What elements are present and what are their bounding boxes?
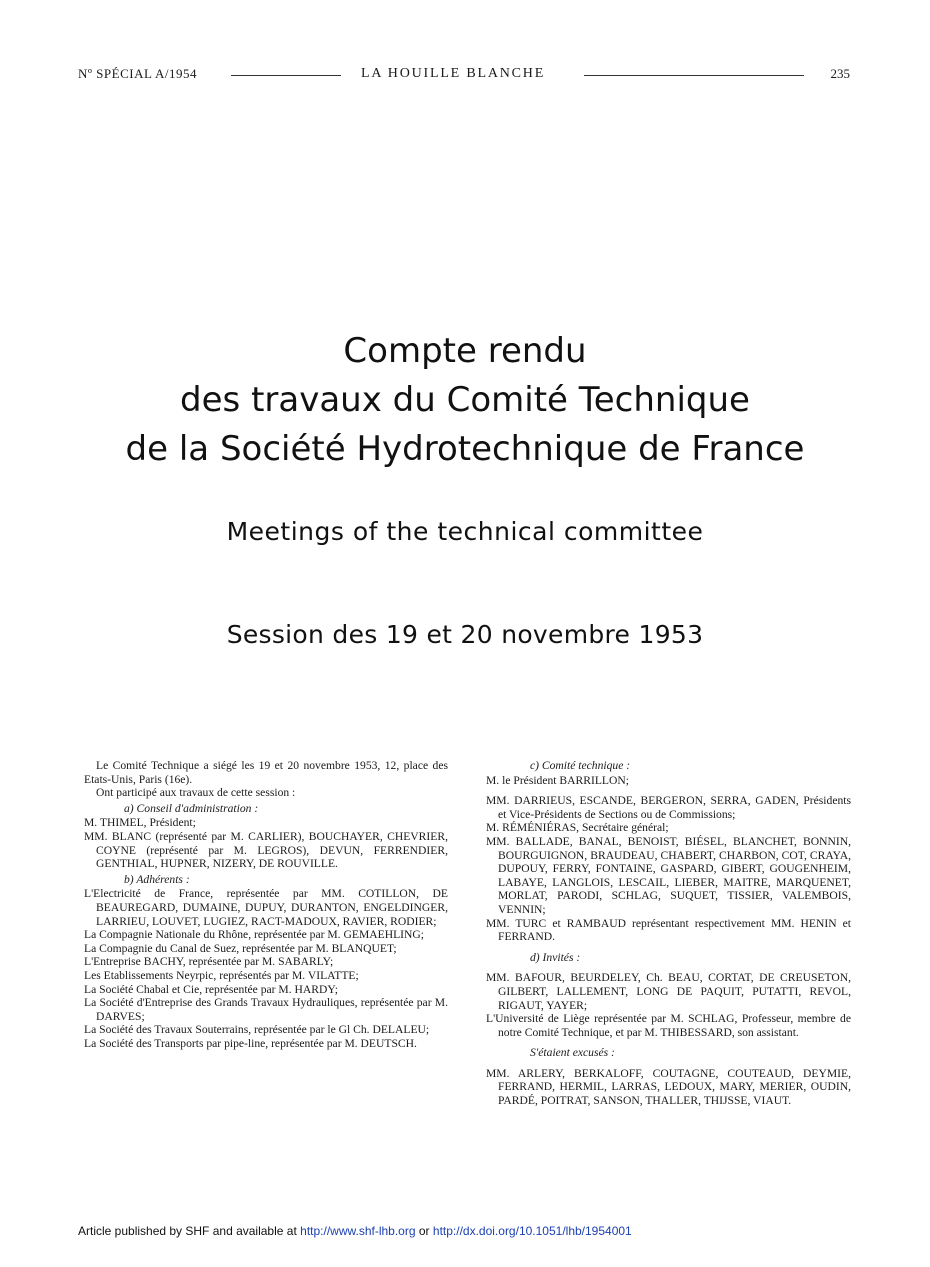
journal-name: LA HOUILLE BLANCHE (361, 66, 546, 81)
page-number: 235 (830, 66, 850, 81)
comite-members: MM. BALLADE, BANAL, BENOIST, BIÉSEL, BLANCHET, BONNIN, BOURGUIGNON, BRAUDEAU, CHABERT, CHARBON, COT, CRAYA, DUPOUY, FERRY, FONTAINE, GASPARD, GIBERT, GOUGENHEIM, LABAYE, LANGLOIS, LESCAIL, LIEBER, MAITRE, MARQUENET, MORLAT, PARODI, SCHLAG, SUQUET, TISSIER, VALEMBOIS, VENNIN; (486, 834, 851, 916)
adherent-travaux-souterrains: La Société des Travaux Souterrains, représentée par le Gl Ch. DELALEU; (84, 1023, 430, 1037)
title-line-3: de la Société Hydrotechnique de France (125, 429, 805, 469)
adherent-neyrpic: Les Etablissements Neyrpic, représentés par M. VILATTE; (84, 968, 359, 982)
invites-list: MM. BAFOUR, BEURDELEY, Ch. BEAU, CORTAT, DE CREUSETON, GILBERT, LALLEMENT, LONG DE PAQUIT, PUTATTI, REVOL, RIGAUT, YAYER; (486, 971, 851, 1012)
header-rule-right (584, 75, 804, 76)
english-subtitle: Meetings of the technical committee (226, 517, 704, 546)
header-rule-left (231, 75, 341, 76)
intro-paragraph: Le Comité Technique a siégé les 19 et 20 novembre 1953, 12, place des Etats-Unis, Paris (16e). (84, 759, 448, 786)
adherent-cnr: La Compagnie Nationale du Rhône, représentée par M. GEMAEHLING; (84, 928, 424, 942)
heading-conseil: a) Conseil d'administration : (124, 801, 259, 815)
adherent-bachy: L'Entreprise BACHY, représentée par M. SABARLY; (84, 955, 334, 969)
footer-text: Article published by SHF and available at (78, 1224, 297, 1238)
session-title: Session des 19 et 20 novembre 1953 (226, 620, 704, 649)
invites-liege: L'Université de Liège représentée par M. SCHLAG, Professeur, membre de notre Comité Technique, et par M. THIBESSARD, son assistant. (486, 1012, 851, 1039)
conseil-president: M. THIMEL, Président; (84, 816, 196, 830)
footer-or: or (418, 1224, 430, 1238)
adherent-edf: L'Electricité de France, représentée par MM. COTILLON, DE BEAUREGARD, DUMAINE, DUPUY, DURANTON, ENGELDINGER, LARRIEU, LOUVET, LUGIEZ, RACT-MADOUX, RAVIER, RODIER; (84, 887, 448, 928)
comite-representants: MM. TURC et RAMBAUD représentant respectivement MM. HENIN et FERRAND. (486, 916, 851, 944)
comite-president: M. le Président BARRILLON; (486, 773, 629, 787)
doi-link[interactable]: http://dx.doi.org/10.1051/lhb/1954001 (432, 1224, 632, 1238)
adherent-pipeline: La Société des Transports par pipe-line, représentée par M. DEUTSCH. (84, 1036, 417, 1050)
right-column (486, 759, 851, 1108)
shf-link[interactable]: http://www.shf-lhb.org (300, 1224, 416, 1238)
issue-label: Nº SPÉCIAL A/1954 (78, 66, 197, 81)
heading-comite: c) Comité technique : (530, 759, 631, 772)
conseil-members: MM. BLANC (représenté par M. CARLIER), BOUCHAYER, CHEVRIER, COYNE (représenté par M. LEGROS), DEVUN, FERRENDIER, GENTHIAL, HUPNER, NIZERY, DE ROUVILLE. (84, 829, 448, 871)
publication-footer (78, 1224, 632, 1238)
running-header (78, 66, 850, 84)
adherent-chabal: La Société Chabal et Cie, représentée par M. HARDY; (84, 982, 338, 996)
comite-vice-presidents: MM. DARRIEUS, ESCANDE, BERGERON, SERRA, GADEN, Présidents et Vice-Présidents de Sections ou de Commissions; (486, 794, 851, 821)
main-title (0, 327, 930, 474)
excuses-list: MM. ARLERY, BERKALOFF, COUTAGNE, COUTEAUD, DEYMIE, FERRAND, HERMIL, LARRAS, LEDOUX, MARY, MERIER, OUDIN, PARDÉ, POITRAT, SANSON, THALLER, THIJSSE, VIAUT. (486, 1066, 851, 1108)
left-column (84, 759, 448, 1050)
participants-line: Ont participé aux travaux de cette session : (96, 786, 296, 800)
title-line-1: Compte rendu (343, 331, 587, 371)
heading-excuses: S'étaient excusés : (530, 1046, 615, 1060)
heading-adherents: b) Adhérents : (124, 872, 190, 886)
title-line-2: des travaux du Comité Technique (180, 380, 750, 420)
comite-secretaire: M. RÉMÉNIÉRAS, Secrétaire général; (486, 821, 669, 835)
adherent-suez: La Compagnie du Canal de Suez, représentée par M. BLANQUET; (84, 941, 397, 955)
heading-invites: d) Invités : (530, 950, 581, 964)
adherent-sgth: La Société d'Entreprise des Grands Travaux Hydrauliques, représentée par M. DARVES; (84, 996, 448, 1023)
